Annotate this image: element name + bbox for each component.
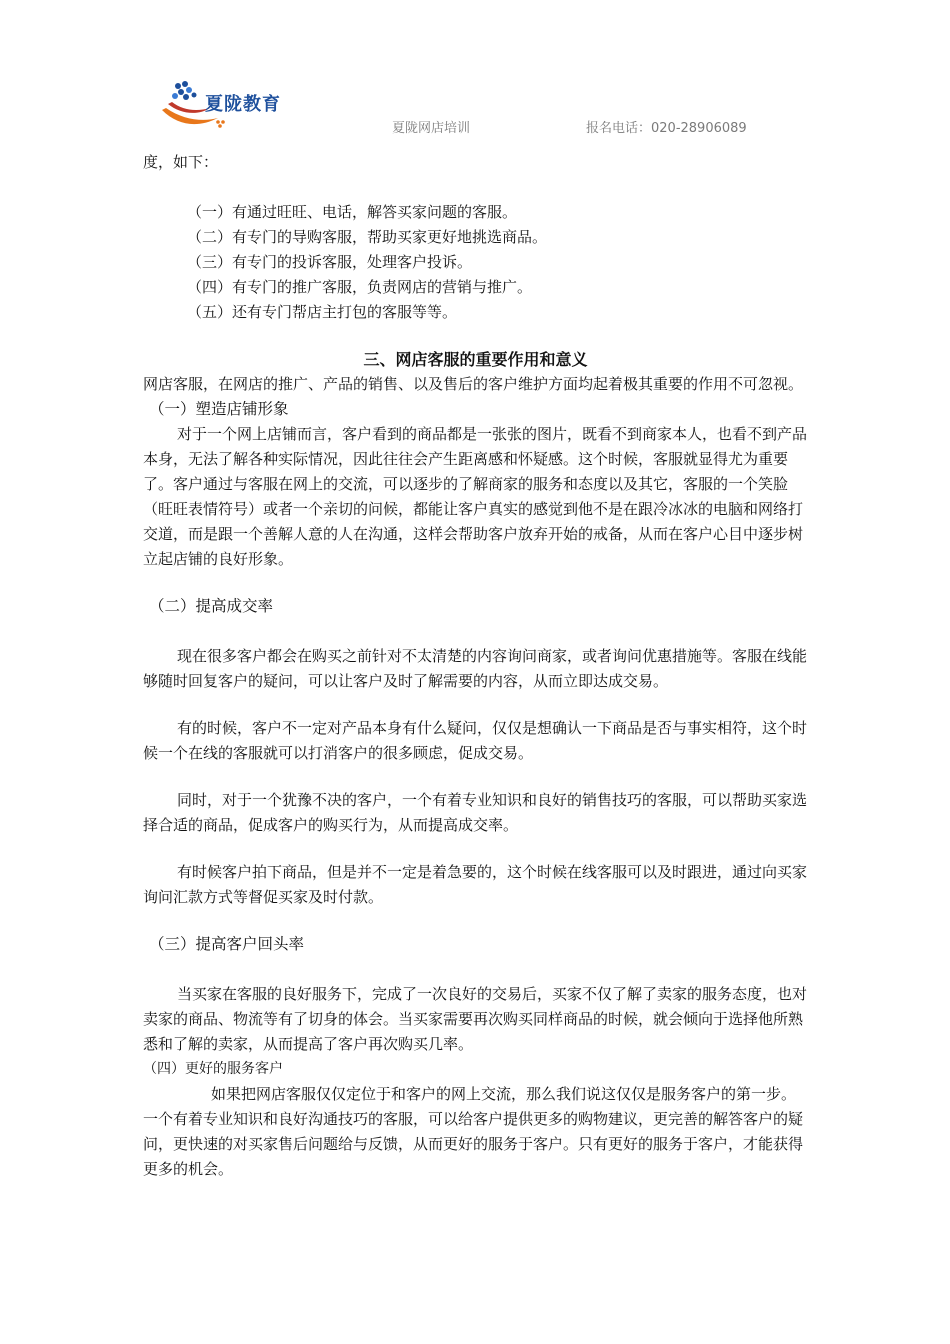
list-item: （三）有专门的投诉客服，处理客户投诉。 [187, 253, 473, 271]
section-title: 三、网店客服的重要作用和意义 [363, 350, 588, 369]
subsection-title: （二）提高成交率 [149, 597, 274, 615]
paragraph: 同时，对于一个犹豫不决的客户，一个有着专业知识和良好的销售技巧的客服，可以帮助买家选择合适的商品，促成客户的购买行为，从而提高成交率。 [143, 791, 808, 834]
paragraph: 现在很多客户都会在购买之前针对不太清楚的内容询问商家，或者询问优惠措施等。客服在线能够随时回复客户的疑问，可以让客户及时了解需要的内容，从而立即达成交易。 [143, 647, 808, 690]
subsection-title: （三）提高客户回头率 [149, 935, 305, 953]
service-list [143, 200, 808, 325]
list-item: （五）还有专门帮店主打包的客服等等。 [187, 303, 458, 321]
page-header [0, 0, 950, 145]
subsection-title: （四）更好的服务客户 [143, 1061, 283, 1077]
paragraph: 对于一个网上店铺而言，客户看到的商品都是一张张的图片，既看不到商家本人，也看不到产品本身，无法了解各种实际情况，因此往往会产生距离感和怀疑感。这个时候，客服就显得尤为重要了。客户通过与客服在网上的交流，可以逐步的了解商家的服务和态度以及其它，客服的一个笑脸（旺旺表情符号）或者一个亲切的问候，都能让客户真实的感觉到他不是在跟冷冰冰的电脑和网络打交道，而是跟一个善解人意的人在沟通，这样会帮助客户放弃开始的戒备，从而在客户心目中逐步树立起店铺的良好形象。 [143, 425, 808, 568]
intro-line: 度，如下： [143, 153, 219, 171]
subsection-title: （一）塑造店铺形象 [149, 400, 289, 418]
header-title: 夏陇网店培训 [392, 121, 471, 136]
paragraph: 有的时候，客户不一定对产品本身有什么疑问，仅仅是想确认一下商品是否与事实相符，这个时候一个在线的客服就可以打消客户的很多顾虑，促成交易。 [143, 719, 808, 762]
paragraph: 如果把网店客服仅仅定位于和客户的网上交流，那么我们说这仅仅是服务客户的第一步。一个有着专业知识和良好沟通技巧的客服，可以给客户提供更多的购物建议，更完善的解答客户的疑问，更快速的对买家售后问题给与反馈，从而更好的服务于客户。只有更好的服务于客户，才能获得更多的机会。 [143, 1085, 804, 1178]
document-body [143, 150, 808, 1182]
list-item: （四）有专门的推广客服，负责网店的营销与推广。 [187, 278, 533, 296]
logo-text: 夏陇教育 [205, 94, 281, 115]
list-item: （一）有通过旺旺、电话，解答买家问题的客服。 [187, 203, 518, 221]
paragraph: 有时候客户拍下商品，但是并不一定是着急要的，这个时候在线客服可以及时跟进，通过向买家询问汇款方式等督促买家及时付款。 [143, 863, 808, 906]
paragraph: 当买家在客服的良好服务下，完成了一次良好的交易后，买家不仅了解了卖家的服务态度，也对卖家的商品、物流等有了切身的体会。当买家需要再次购买同样商品的时候，就会倾向于选择他所熟悉和了解的卖家，从而提高了客户再次购买几率。 [143, 985, 808, 1053]
list-item: （二）有专门的导购客服，帮助买家更好地挑选商品。 [187, 228, 548, 246]
header-phone: 报名电话：020-28906089 [586, 121, 747, 136]
section-intro: 网店客服，在网店的推广、产品的销售、以及售后的客户维护方面均起着极其重要的作用不可忽视。 [143, 375, 804, 393]
